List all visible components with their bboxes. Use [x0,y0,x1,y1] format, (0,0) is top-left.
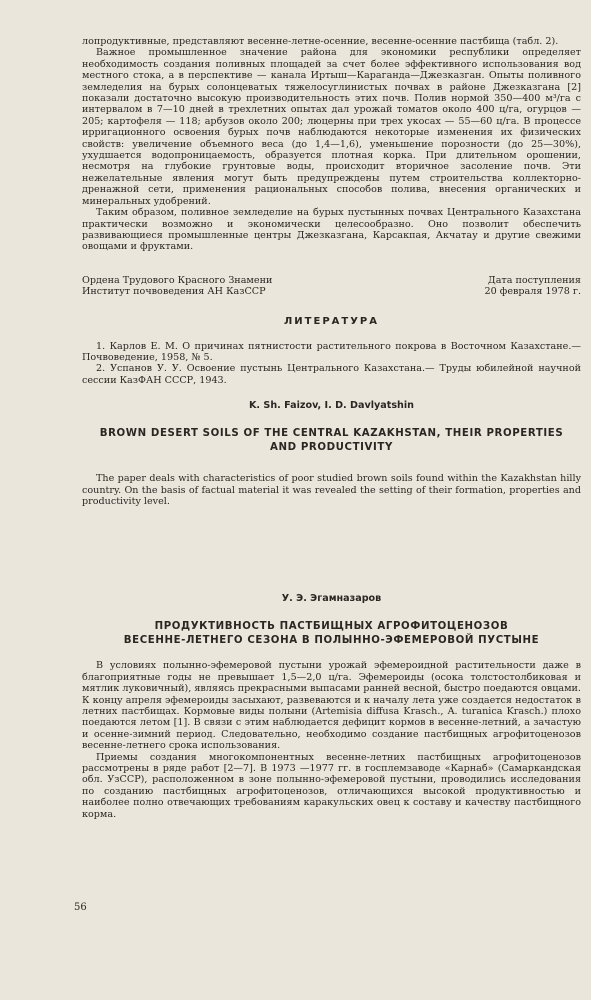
institution-line-1: Ордена Трудового Красного Знамени [82,274,273,286]
received-date [485,275,581,298]
received-value: 20 февраля 1978 г. [484,286,581,298]
second-article-paragraph-2: Приемы создания многокомпонентных весенне-летних пастбищных агрофитоценозов рассмотрены в ряде работ [2—7]. В 1973 —1977 гг. в госплемзаводе «Карнаб» (Самаркандская обл. УзССР), расположенном в зоне полынно-эфемеровой пустыни, проводились исследования по созданию пастбищных агрофитоценозов, отличающихся высокой продуктивностью и наиболее полно отвечающих требованиям каракульских овец к составу и качеству пастбищного корма. [82,751,581,820]
institution [82,275,272,298]
second-article-paragraph-1: В условиях полынно-эфемеровой пустыни урожай эфемероидной растительности даже в благоприятные годы не превышает 1,5—2,0 ц/га. Эфемероиды (осока толстостолбиковая и мятлик луковичный), являясь прекрасными выпасами ранней весной, быстро поедаются овцами. К концу апреля эфемероиды засыхают, развеваются и к началу лета уже создается недостаток в летних пастбищах. Кормовые виды полыни (Artemisia diffusa Krasch., A. turanica Krasch.) плохо поедаются летом [1]. В связи с этим наблюдается дефицит кормов в весенне-летний, а зачастую и осенне-зимний период. Следовательно, необходимо создание пастбищных агрофитоценозов весенне-летнего срока использования. [82,660,581,752]
text-column [82,36,581,820]
reference-item: 1. Карлов Е. М. О причинах пятнистости растительного покрова в Восточном Казахстане.— Почвоведение, 1958, № 5. [82,340,581,363]
english-abstract [82,473,581,507]
intro-paragraph-1: лопродуктивные, представляют весенне-летне-осенние, весенне-осенние пастбища (табл. 2). [82,36,559,47]
second-title-line-2: ВЕСЕННЕ-ЛЕТНЕГО СЕЗОНА В ПОЛЫННО-ЭФЕМЕРОВОЙ ПУСТЫНЕ [123,635,540,647]
abstract-text: The paper deals with characteristics of poor studied brown soils found within the Kazakhstan hilly country. On the basis of factual material it was revealed the setting of their formation, properties and productivity level. [82,473,581,507]
second-article-title [82,620,581,648]
literature-heading: ЛИТЕРАТУРА [284,315,379,327]
affiliation-block [82,275,581,298]
second-title-line-1: ПРОДУКТИВНОСТЬ ПАСТБИЩНЫХ АГРОФИТОЦЕНОЗОВ [154,621,509,633]
english-article-title [82,427,581,455]
english-article-authors: K. Sh. Faizov, I. D. Davlyatshin [249,400,414,412]
intro-paragraph-2: Важное промышленное значение района для экономики республики определяет необходимость создания поливных площадей за счет более эффективного использования вод местного стока, а в перспективе — канала Иртыш—Караганда—Джезказган. Опыты поливного земледелия на бурых солонцеватых тяжелосуглинистых почвах в районе Джезказгана [2] показали достаточно высокую производительность этих почв. Полив нормой 350—400 м³/га с интервалом в 7—10 дней в трехлетних опытах дал урожай томатов около 400 ц/га, огурцов — 205; картофеля — 118; арбузов около 200; люцерны при трех укосах — 55—60 ц/га. В процессе ирригационного освоения бурых почв наблюдаются некоторые изменения их физических свойств: увеличение объемного веса (до 1,4—1,6), уменьшение порозности (до 25—30%), ухудшается водопроницаемость, образуется плотная корка. При длительном орошении, несмотря на глубокие грунтовые воды, происходит вторичное засоление почв. Эти нежелательные явления могут быть предупреждены путем строительства коллекторно-дренажной сети, применения рациональных способов полива, внесения органических и минеральных удобрений. [82,47,581,207]
second-article-author: У. Э. Эгамназаров [281,593,382,605]
reference-item: 2. Успанов У. У. Освоение пустынь Центрального Казахстана.— Труды юбилейной научной сессии КазФАН СССР, 1943. [82,363,581,386]
page-number: 56 [74,902,87,913]
institution-line-2: Институт почвоведения АН КазССР [82,286,266,298]
english-title-line-1: BROWN DESERT SOILS OF THE CENTRAL KAZAKHSTAN, THEIR PROPERTIES [99,428,564,440]
english-title-line-2: AND PRODUCTIVITY [270,442,393,454]
received-label: Дата поступления [487,274,581,286]
reference-list [82,341,581,387]
intro-paragraph-3: Таким образом, поливное земледелие на бурых пустынных почвах Центрального Казахстана практически возможно и экономически целесообразно. Оно позволит обеспечить развивающиеся промышленные центры Джезказгана, Карсакпая, Акчатау и другие свежими овощами и фруктами. [82,207,581,253]
